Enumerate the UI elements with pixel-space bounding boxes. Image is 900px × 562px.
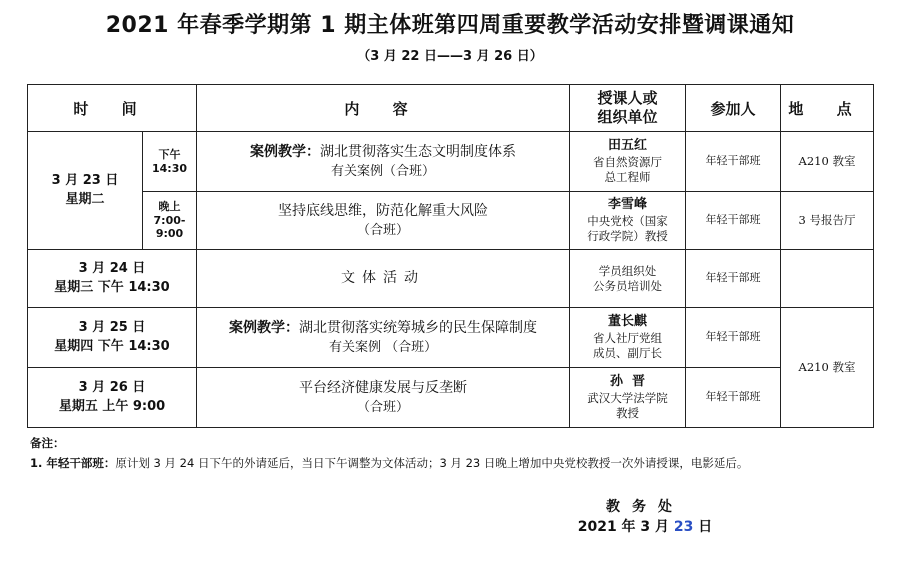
- header-content: 内 容: [197, 85, 570, 132]
- content-lead: 案例教学：: [229, 319, 300, 336]
- teacher-name: 李雪峰: [608, 197, 648, 213]
- content-text: 坚持底线思维，防范化解重大风险: [278, 202, 489, 219]
- content-cell: [197, 308, 570, 368]
- participants-cell: 年轻干部班: [686, 192, 781, 250]
- date-cell: 3 月 23 日 星期二: [28, 132, 143, 250]
- signature-date-suffix: 日: [693, 519, 713, 536]
- teacher-line: 公务员培训处: [593, 278, 663, 293]
- header-location: 地 点: [781, 85, 874, 132]
- table-row: [28, 132, 874, 192]
- teacher-line: 省人社厅党组: [593, 331, 663, 345]
- content-text: 湖北贯彻落实生态文明制度体系: [320, 143, 517, 160]
- signature-date: [578, 519, 713, 535]
- location-cell-empty: [781, 250, 874, 308]
- participants-cell: 年轻干部班: [686, 132, 781, 192]
- time-cell: 下午 14:30: [143, 132, 197, 192]
- content-text: 文体活动: [341, 270, 426, 287]
- content-text: 湖北贯彻落实统筹城乡的民生保障制度: [299, 319, 538, 336]
- signature-date-day: 23: [673, 519, 694, 536]
- content-lead: 案例教学：: [250, 143, 321, 160]
- signature-office: 教务处: [606, 499, 684, 515]
- header-participants: 参加人: [686, 85, 781, 132]
- signature-block: [560, 497, 730, 538]
- location-cell: 3 号报告厅: [781, 192, 874, 250]
- table-row: [28, 308, 874, 368]
- participants-cell: 年轻干部班: [686, 368, 781, 428]
- teacher-name: 董长麒: [608, 314, 648, 330]
- content-sub: 有关案例（合班）: [331, 163, 436, 179]
- participants-cell: 年轻干部班: [686, 250, 781, 308]
- notes-section: [30, 433, 870, 473]
- header-time: 时 间: [28, 85, 197, 132]
- notes-header: 备注：: [30, 436, 65, 450]
- content-cell: [197, 250, 570, 308]
- teacher-line: 成员、副厅长: [593, 345, 663, 360]
- teacher-line: 总工程师: [604, 169, 651, 184]
- teacher-cell: [570, 192, 686, 250]
- notes-item: [30, 453, 870, 473]
- table-row: [28, 192, 874, 250]
- teacher-cell: [570, 132, 686, 192]
- teacher-cell: [570, 308, 686, 368]
- notes-item-text: 原计划 3 月 24 日下午的外请延后，当日下午调整为文体活动；3 月 23 日晚上增加中央党校教授一次外请授课，电影延后。: [115, 456, 749, 471]
- date-cell: 3 月 25 日 星期四 下午 14:30: [28, 308, 197, 368]
- header-teacher: 授课人或 组织单位: [570, 85, 686, 132]
- page-title: 2021 年春季学期第 1 期主体班第四周重要教学活动安排暨调课通知: [105, 13, 795, 38]
- table-row: [28, 368, 874, 428]
- location-cell: A210 教室: [781, 132, 874, 192]
- location-cell: A210 教室: [781, 308, 874, 428]
- date-cell: 3 月 24 日 星期三 下午 14:30: [28, 250, 197, 308]
- teacher-line: 教授: [616, 405, 640, 420]
- content-cell: [197, 192, 570, 250]
- teacher-line: 省自然资源厅: [593, 155, 663, 169]
- table-row: [28, 250, 874, 308]
- teacher-cell: [570, 250, 686, 308]
- time-cell: 晚上 7:00- 9:00: [143, 192, 197, 250]
- date-cell: 3 月 26 日 星期五 上午 9:00: [28, 368, 197, 428]
- content-sub: 有关案例 （合班）: [328, 339, 438, 355]
- teacher-line: 中央党校（国家: [587, 214, 668, 228]
- content-sub: （合班）: [357, 399, 410, 415]
- table-header-row: [28, 85, 874, 132]
- content-cell: [197, 132, 570, 192]
- signature-date-prefix: 2021 年 3 月: [577, 519, 674, 536]
- schedule-table: [27, 84, 874, 428]
- participants-cell: 年轻干部班: [686, 308, 781, 368]
- teacher-cell: [570, 368, 686, 428]
- teacher-line: 学员组织处: [598, 263, 657, 278]
- content-sub: （合班）: [357, 222, 410, 238]
- teacher-line: 行政学院）教授: [587, 228, 668, 243]
- content-cell: [197, 368, 570, 428]
- content-text: 平台经济健康发展与反垄断: [299, 379, 468, 396]
- teacher-name: 孙 晋: [609, 374, 646, 390]
- teacher-line: 武汉大学法学院: [587, 391, 668, 405]
- date-range-subtitle: （3 月 22 日——3 月 26 日）: [357, 49, 543, 64]
- teacher-name: 田五红: [608, 138, 648, 154]
- notes-item-key: 1. 年轻干部班：: [30, 456, 116, 471]
